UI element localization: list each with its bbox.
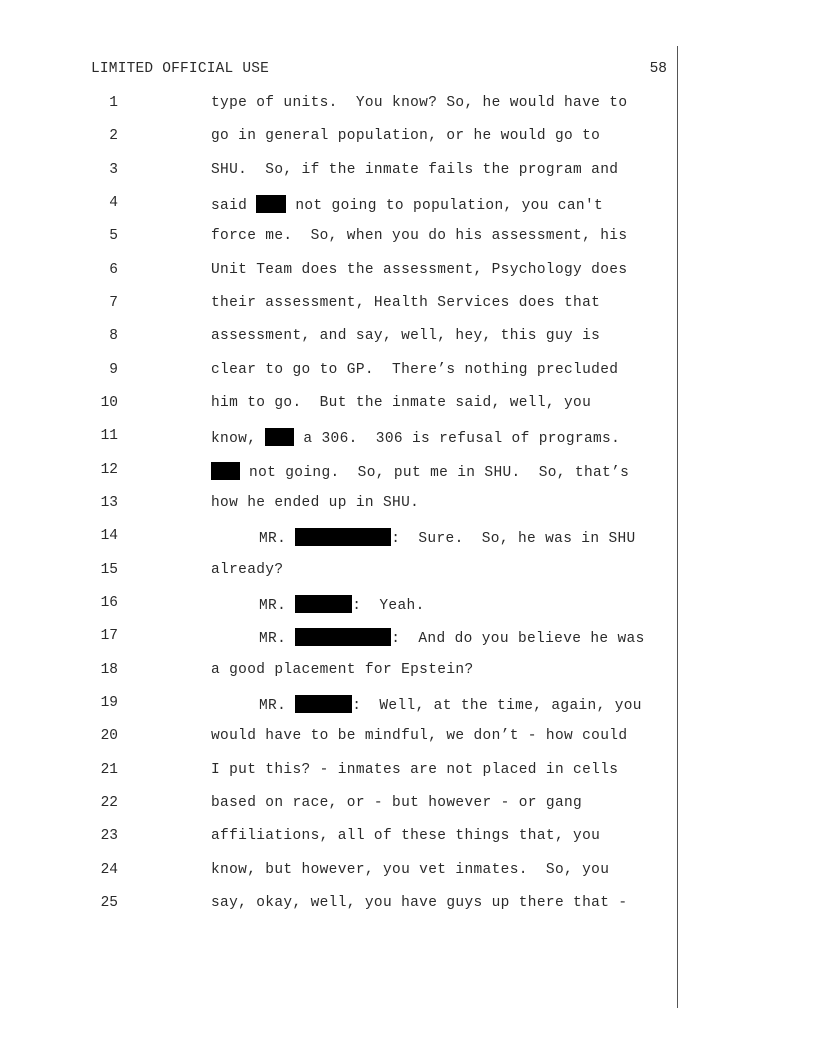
transcript-line [0,295,680,319]
transcript-line [0,862,680,886]
line-number: 9 [109,362,118,378]
transcript-line [0,262,680,286]
transcript-line [0,128,680,152]
line-text: type of units. You know? So, he would have to [211,95,628,111]
line-text: I put this? - inmates are not placed in cells [211,762,619,778]
line-text: would have to be mindful, we don’t - how could [211,728,628,744]
redaction-box [295,595,352,613]
transcript-line [0,462,680,486]
transcript-line [0,95,680,119]
line-text: said not going to population, you can't [211,195,603,214]
transcript-line [0,362,680,386]
line-number: 21 [100,762,118,778]
transcript-line [0,528,680,552]
line-number: 1 [109,95,118,111]
transcript-line [0,628,680,652]
line-text: not going. So, put me in SHU. So, that’s [211,462,629,481]
line-text: force me. So, when you do his assessment, his [211,228,628,244]
line-text: already? [211,562,284,578]
transcript-line [0,895,680,919]
line-number: 4 [109,195,118,211]
line-text: know, but however, you vet inmates. So, you [211,862,610,878]
line-number: 8 [109,328,118,344]
transcript-line [0,662,680,686]
redaction-box [256,195,286,213]
line-number: 16 [100,595,118,611]
line-text: based on race, or - but however - or gang [211,795,583,811]
redaction-box [295,628,391,646]
line-text: him to go. But the inmate said, well, you [211,395,592,411]
line-text: how he ended up in SHU. [211,495,420,511]
transcript-line [0,562,680,586]
transcript-line [0,762,680,786]
line-text: go in general population, or he would go to [211,128,601,144]
line-number: 15 [100,562,118,578]
transcript-line [0,595,680,619]
line-number: 19 [100,695,118,711]
line-number: 20 [100,728,118,744]
redaction-box [265,428,294,446]
line-text: MR. : And do you believe he was [259,628,645,647]
line-number: 25 [100,895,118,911]
line-text: SHU. So, if the inmate fails the program and [211,162,619,178]
redaction-box [211,462,240,480]
transcript-line [0,195,680,219]
line-number: 10 [100,395,118,411]
transcript-line [0,228,680,252]
line-number: 17 [100,628,118,644]
transcript-line [0,428,680,452]
transcript-line [0,395,680,419]
line-text: affiliations, all of these things that, you [211,828,601,844]
line-number: 12 [100,462,118,478]
line-number: 2 [109,128,118,144]
redaction-box [295,528,391,546]
line-text: assessment, and say, well, hey, this guy is [211,328,601,344]
line-number: 3 [109,162,118,178]
line-text: say, okay, well, you have guys up there that - [211,895,628,911]
line-number: 22 [100,795,118,811]
line-number: 6 [109,262,118,278]
line-number: 5 [109,228,118,244]
transcript-line [0,728,680,752]
line-number: 11 [100,428,118,444]
redaction-box [295,695,352,713]
line-number: 18 [100,662,118,678]
line-text: MR. : Yeah. [259,595,425,614]
transcript-line [0,495,680,519]
line-text: MR. : Sure. So, he was in SHU [259,528,636,547]
classification-header: LIMITED OFFICIAL USE [91,61,270,77]
transcript-line [0,162,680,186]
line-number: 14 [100,528,118,544]
line-number: 23 [100,828,118,844]
line-text: know, a 306. 306 is refusal of programs. [211,428,620,447]
page-number: 58 [649,61,667,77]
line-text: MR. : Well, at the time, again, you [259,695,642,714]
line-number: 13 [100,495,118,511]
line-text: their assessment, Health Services does that [211,295,601,311]
transcript-line [0,695,680,719]
transcript-line [0,795,680,819]
line-text: Unit Team does the assessment, Psychology does [211,262,628,278]
transcript-line [0,828,680,852]
line-number: 24 [100,862,118,878]
transcript-line [0,328,680,352]
line-text: clear to go to GP. There’s nothing precluded [211,362,619,378]
line-number: 7 [109,295,118,311]
line-text: a good placement for Epstein? [211,662,474,678]
